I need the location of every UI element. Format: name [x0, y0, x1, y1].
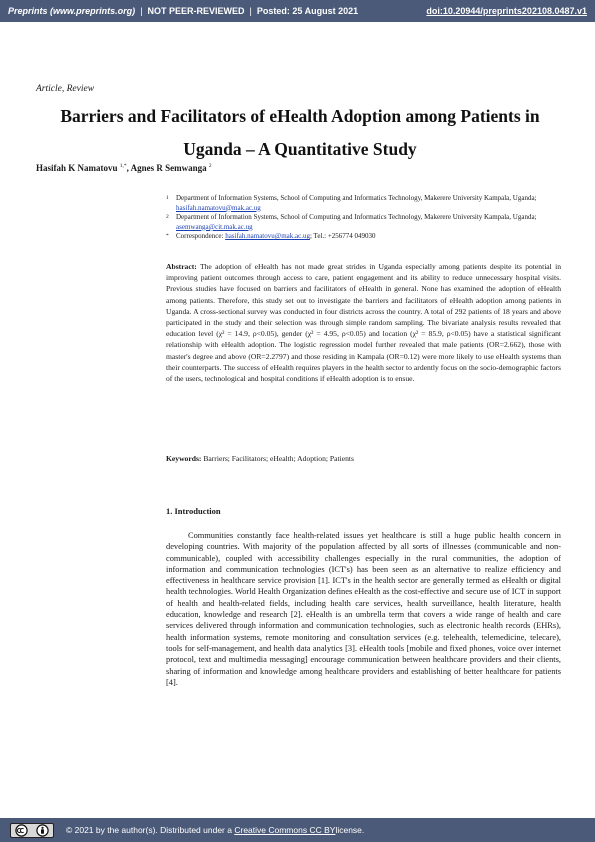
correspondence-mark: * — [166, 233, 169, 240]
author-name: Agnes R Semwanga — [130, 163, 207, 173]
affiliation-number: 1 — [166, 195, 169, 201]
keywords — [166, 454, 561, 463]
email-link[interactable]: hasifah.namatovu@mak.ac.ug — [225, 232, 310, 241]
header-separator: | — [249, 6, 252, 16]
email-link[interactable]: asemwanga@cit.mak.ac.ug — [176, 222, 253, 231]
preprints-site-label[interactable]: Preprints (www.preprints.org) — [8, 6, 136, 16]
phone-number: ; Tel.: +256774 049030 — [309, 232, 376, 241]
cc-license-link[interactable]: Creative Commons CC BY — [234, 825, 336, 835]
keywords-text: Barriers; Facilitators; eHealth; Adoption; Patients — [203, 454, 354, 463]
article-type: Article, Review — [36, 84, 95, 94]
preprint-header-bar — [0, 0, 595, 22]
by-person-icon — [36, 824, 49, 837]
abstract-label: Abstract: — [166, 262, 197, 271]
affiliation-dept: Department of Information Systems, School of Computing and Informatics Technology, Makerere University Kampala, Uganda; — [176, 213, 537, 222]
correspondence-label: Correspondence: — [176, 232, 226, 241]
doi-link[interactable]: doi:10.20944/preprints202108.0487.v1 — [426, 6, 587, 16]
copyright-post: license. — [335, 825, 365, 835]
email-link[interactable]: hasifah.namatovu@mak.ac.ug — [176, 203, 261, 212]
license-footer-bar — [0, 818, 595, 842]
affiliation-number: 2 — [166, 214, 169, 221]
abstract — [166, 261, 561, 384]
paper-title: Barriers and Facilitators of eHealth Adoption among Patients in Uganda – A Quantitative Study — [60, 106, 540, 159]
abstract-text: The adoption of eHealth has not made great strides in Uganda especially among patients despite its potential in improving patient outcomes through access to care, patient engagement and its ability to reduce unnecessary hospital visits. Previous studies have focused on barriers and facilitators of eHealth in general. None has examined the adoption of eHealth among patients. Therefore, this study set out to investigate the barriers and facilitators of eHealth adoption among patients in Uganda. A cross-sectional survey was conducted in four districts across the country. A total of 292 patients of 18 years and above participated in the study and their selection was through simple random sampling. The bivariate analysis results revealed that education level (χ² = 14.9, ρ<0.05), gender (χ² = 4.95, ρ<0.05) and location (χ² = 85.9, ρ<0.05) have a statistical significant relationship with eHealth adoption. The logistic regression model further revealed that male patients (OR=2.662), those with master's degree and above (OR=2.2797) and those residing in Kampala (OR=0.12) were more likely to use eHealth systems than their counterparts. The success of eHealth requires players in the health sector to ardently focus on the socio-demographic factors of the users, technological and hospital conditions if eHealth adoption is to ensue. — [166, 262, 561, 384]
cc-icon — [15, 824, 28, 837]
affiliation-text — [176, 194, 561, 213]
affiliations — [166, 194, 561, 242]
introduction-paragraph: Communities constantly face health-related issues yet healthcare is still a huge public health concern in developing countries. With majority of the population affected by all sorts of illnesses (communicable and non-communicable), coupled with accessibility challenges especially in the rural communities, the adoption of information and communication technologies (ICT's) has been seen as an alternative to realize efficiency and effectiveness in healthcare service provision [1]. ICT's in the health sector are generally termed as eHealth or digital health technologies. World Health Organization defines eHealth as the cost-effective and secure use of ICT in support of health and health-related fields, including health care services, health surveillance, health literature, health education, knowledge and research [2]. eHealth is an umbrella term that covers a wide range of health and care services delivered through information and communication technologies, such as electronic health records (EHRs), health information systems, remote monitoring and consultation services (e.g. telehealth, telemedicine, telecare), tools for self-management, and health data analytics [3]. eHealth tools [mobile and fixed phones, voice over internet protocol, text and multimedia messaging] encourage communication between healthcare providers and their clients, sharing of information and knowledge among healthcare providers and establishing of better healthcare for patients [4]. — [166, 531, 561, 687]
author-list: Hasifah K Namatovu $^{1,*}$, Agnes R Semwanga $^2$ — [36, 163, 212, 173]
section-heading: 1. Introduction — [166, 506, 221, 516]
correspondence — [166, 232, 561, 242]
copyright-pre: © 2021 by the author(s). Distributed under a — [66, 825, 232, 835]
peer-review-status: NOT PEER-REVIEWED — [147, 6, 245, 16]
affiliation-dept: Department of Information Systems, School of Computing and Informatics Technology, Makerere University Kampala, Uganda; — [176, 194, 537, 202]
cc-by-badge[interactable] — [10, 823, 54, 838]
header-separator: | — [140, 6, 143, 16]
affiliation-item — [166, 194, 561, 213]
affiliation-text — [176, 213, 561, 232]
author-affiliation-mark: 2 — [208, 163, 212, 169]
posted-date: Posted: 25 August 2021 — [256, 6, 359, 16]
affiliation-item — [166, 213, 561, 232]
keywords-label: Keywords: — [166, 454, 202, 463]
author-affiliation-mark: 1,* — [119, 163, 127, 169]
header-left — [8, 6, 358, 16]
author-name: Hasifah K Namatovu — [36, 163, 118, 173]
correspondence-text — [176, 232, 561, 242]
